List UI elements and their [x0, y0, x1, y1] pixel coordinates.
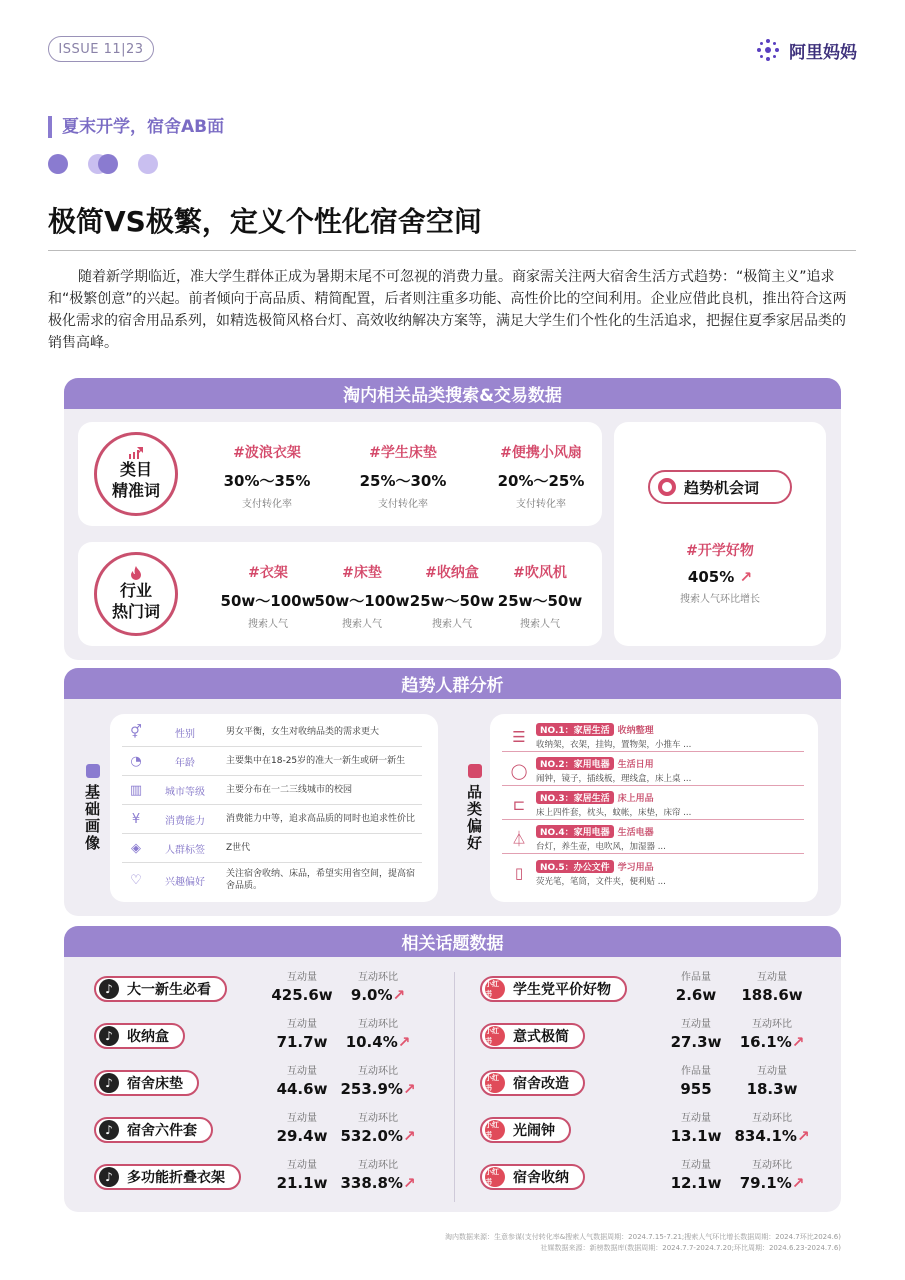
keyword-value: 20%～25%: [497, 472, 585, 490]
douyin-icon: ♪: [99, 1167, 119, 1187]
search-data-panel: [64, 378, 841, 660]
category-row: [502, 824, 804, 854]
keyword-tag: #吹风机: [513, 565, 567, 581]
search-panel-title: 淘内相关品类搜索&交易数据: [64, 378, 841, 409]
hot-keyword-1: [214, 562, 322, 630]
douyin-icon: ♪: [99, 979, 119, 999]
topic-stat: [264, 968, 340, 1004]
category-row: [502, 756, 804, 786]
arrow-up-icon: ↗: [796, 1127, 810, 1145]
topic-stat-number: 12.1w: [670, 1174, 722, 1192]
topic-stat-number: 71.7w: [276, 1033, 328, 1051]
douyin-icon: ♪: [99, 1120, 119, 1140]
brand-mark-icon: [755, 37, 781, 63]
topic-stat: [264, 1062, 340, 1098]
stationery-icon: ▯: [514, 864, 524, 882]
profile-row-text: Z世代: [226, 843, 251, 853]
precise-keyword-3: [476, 442, 606, 510]
opportunity-pill: [648, 470, 792, 504]
topic-stat-label: 作品量: [681, 1066, 711, 1077]
hot-keyword-card: [78, 542, 602, 646]
topic-stat-number: 9.0%: [350, 986, 393, 1004]
topic-pill: [480, 1070, 585, 1096]
category-chip: NO.3：家居生活: [536, 791, 614, 804]
category-sub: 收纳整理: [617, 726, 654, 736]
topic-name: 意式极简: [513, 1029, 569, 1045]
topic-stat-number: 27.3w: [670, 1033, 722, 1051]
topic-stat-value: [734, 1174, 810, 1192]
topic-stat-label: 互动量: [757, 1066, 787, 1077]
hot-badge-line2: 热门词: [111, 602, 160, 621]
xiaohongshu-icon: 小红书: [485, 1026, 505, 1046]
topic-stat: [658, 1015, 734, 1051]
topic-stat: [658, 1062, 734, 1098]
category-row: [502, 790, 804, 820]
topic-stat-number: 425.6w: [271, 986, 333, 1004]
topic-stat-label: 作品量: [681, 972, 711, 983]
target-icon: [658, 478, 676, 496]
profile-row-text: 主要集中在18-25岁的准大一新生或研一新生: [226, 756, 406, 766]
profile-row: [122, 834, 422, 863]
category-items: 台灯，养生壶，电吹风，加湿器 ...: [536, 842, 666, 852]
profile-row-label: 性别: [175, 728, 195, 740]
topic-stat-label: 互动量: [287, 1113, 317, 1124]
topic-stat: [340, 1062, 416, 1098]
category-items: 床上四件套，枕头，蚊帐，床垫，床帘 ...: [536, 808, 692, 818]
topic-name: 多功能折叠衣架: [127, 1170, 225, 1186]
decorative-dots: [48, 154, 158, 174]
precise-badge-line2: 精准词: [111, 481, 160, 500]
topic-stat-number: 79.1%: [739, 1174, 792, 1192]
profile-icon: [86, 764, 100, 778]
profile-row: [122, 776, 422, 805]
keyword-value: 50w～100w: [314, 592, 410, 610]
topic-stat: [340, 1109, 416, 1145]
arrow-up-icon: ↗: [739, 568, 753, 586]
xiaohongshu-icon: 小红书: [485, 979, 505, 999]
topic-stat: [734, 1062, 810, 1098]
shelf-icon: ☰: [512, 727, 526, 746]
opportunity-card: [614, 422, 826, 646]
category-card: [490, 714, 818, 902]
topic-stat: [734, 968, 810, 1004]
profile-label: 基础画像: [83, 784, 101, 852]
arrow-up-icon: ↗: [402, 1174, 416, 1192]
keyword-tag: #便携小风扇: [500, 445, 582, 461]
topic-stat-label: 互动环比: [358, 972, 398, 983]
category-items: 收纳架，衣架，挂钩，置物架，小推车 ...: [536, 740, 692, 750]
city-icon: ▥: [129, 782, 143, 798]
topic-stat-label: 互动环比: [358, 1113, 398, 1124]
opportunity-keyword: [614, 540, 826, 605]
precise-badge-line1: 类目: [119, 460, 152, 479]
topic-stat-label: 互动量: [287, 1160, 317, 1171]
topic-stat-value: [264, 1033, 340, 1051]
topic-stat-number: 532.0%: [340, 1127, 403, 1145]
category-chip: NO.4：家用电器: [536, 825, 614, 838]
topic-stat-number: 21.1w: [276, 1174, 328, 1192]
topic-stat-value: [658, 986, 734, 1004]
column-divider: [454, 972, 455, 1202]
profile-row-text: 主要分布在一二三线城市的校园: [226, 785, 353, 795]
topic-stat-number: 253.9%: [340, 1080, 403, 1098]
category-row: [502, 858, 804, 888]
keyword-label: 搜索人气: [248, 619, 288, 630]
hot-keyword-4: [486, 562, 594, 630]
topic-pill: [94, 1117, 213, 1143]
category-row: [502, 722, 804, 752]
topic-stat-label: 互动量: [287, 1066, 317, 1077]
topic-stat: [340, 1156, 416, 1192]
topic-stat-label: 互动量: [681, 1019, 711, 1030]
footer-source-2: 社媒数据来源：新榜数据库(数据周期：2024.7.7-2024.7.20;环比周期：2024.6.23-2024.7.6): [540, 1244, 841, 1252]
topic-stat-label: 互动量: [287, 972, 317, 983]
topic-pill: [94, 1023, 185, 1049]
topic-stat-number: 18.3w: [746, 1080, 798, 1098]
topic-stat-label: 互动量: [287, 1019, 317, 1030]
topic-stat-value: [340, 986, 416, 1004]
category-items: 闹钟，镜子，插线板，理线盒，床上桌 ...: [536, 774, 692, 784]
arrow-up-icon: ↗: [397, 1033, 411, 1051]
category-icon: [468, 764, 482, 778]
keyword-value: 30%～35%: [223, 472, 311, 490]
topic-stat-value: [734, 1033, 810, 1051]
divider: [48, 250, 856, 251]
topic-stat: [264, 1156, 340, 1192]
topic-stat: [340, 968, 416, 1004]
topic-stat-value: [734, 1127, 810, 1145]
topic-stat: [658, 1109, 734, 1145]
precise-keyword-card: [78, 422, 602, 526]
keyword-tag: #学生床垫: [369, 445, 437, 461]
topic-name: 大一新生必看: [127, 982, 211, 998]
crowd-panel-title: 趋势人群分析: [64, 668, 841, 699]
topic-stat-number: 10.4%: [345, 1033, 398, 1051]
keyword-label: 搜索人气: [432, 619, 472, 630]
topic-stat: [264, 1015, 340, 1051]
precise-badge: [94, 432, 178, 516]
topic-name: 收纳盒: [127, 1029, 169, 1045]
page-title: 极简VS极繁，定义个性化宿舍空间: [48, 205, 482, 238]
category-sub: 学习用品: [617, 862, 654, 873]
keyword-label: 搜索人气环比增长: [680, 594, 760, 605]
profile-row-label: 人群标签: [165, 844, 205, 856]
topic-name: 宿舍收纳: [513, 1170, 569, 1186]
gender-icon: ⚥: [130, 724, 142, 740]
keyword-label: 支付转化率: [378, 499, 428, 510]
arrow-up-icon: ↗: [392, 986, 406, 1004]
topic-stat-value: [264, 1080, 340, 1098]
keyword-label: 支付转化率: [516, 499, 566, 510]
topic-name: 学生党平价好物: [513, 982, 611, 998]
keyword-value: 25w～50w: [497, 592, 583, 610]
profile-row: [122, 863, 422, 897]
douyin-icon: ♪: [99, 1073, 119, 1093]
topic-stat-value: [340, 1033, 416, 1051]
topic-stat-value: [658, 1174, 734, 1192]
mirror-icon: ◯: [510, 761, 528, 780]
arrow-up-icon: ↗: [791, 1033, 805, 1051]
topic-stat-label: 互动环比: [358, 1019, 398, 1030]
topic-stat-label: 互动环比: [752, 1019, 792, 1030]
brand-name: 阿里妈妈: [789, 42, 857, 63]
topic-stat-value: [264, 1127, 340, 1145]
crowd-analysis-panel: [64, 668, 841, 916]
dot-3: [138, 154, 158, 174]
category-chip: NO.2：家用电器: [536, 757, 614, 770]
keyword-tag: #床垫: [342, 565, 382, 581]
topics-panel-title: 相关话题数据: [64, 926, 841, 957]
topic-stat: [734, 1109, 810, 1145]
hot-badge-line1: 行业: [119, 581, 152, 600]
category-sub: 生活电器: [617, 828, 654, 838]
keyword-value: [614, 568, 826, 586]
precise-keyword-2: [338, 442, 468, 510]
section-subhead: 夏末开学，宿舍AB面: [48, 116, 224, 138]
topic-stat-value: [340, 1174, 416, 1192]
topic-pill: [94, 1070, 199, 1096]
arrow-up-icon: ↗: [791, 1174, 805, 1192]
category-sub: 床上用品: [617, 794, 654, 804]
topic-stat-value: [264, 1174, 340, 1192]
category-chip: NO.5：办公文件: [536, 860, 614, 873]
keyword-value: 25w～50w: [409, 592, 495, 610]
category-side-label: [464, 764, 485, 852]
topic-stat: [340, 1015, 416, 1051]
profile-card: [110, 714, 438, 902]
topic-stat-number: 16.1%: [739, 1033, 792, 1051]
keyword-tag: #衣架: [248, 565, 288, 581]
topic-pill: [480, 1023, 585, 1049]
profile-row: [122, 718, 422, 747]
topic-pill: [480, 1117, 571, 1143]
profile-row-label: 年龄: [175, 757, 195, 769]
douyin-icon: ♪: [99, 1026, 119, 1046]
topic-stat: [734, 1015, 810, 1051]
topic-stat-label: 互动量: [757, 972, 787, 983]
keyword-tag: #波浪衣架: [233, 445, 301, 461]
topic-stat-label: 互动量: [681, 1113, 711, 1124]
xiaohongshu-icon: 小红书: [485, 1167, 505, 1187]
category-label: 品类偏好: [465, 784, 483, 852]
brand-logo: [755, 36, 857, 64]
topic-stat-value: [734, 1080, 810, 1098]
category-sub: 生活日用: [617, 760, 654, 770]
topic-stat-number: 834.1%: [734, 1127, 797, 1145]
precise-keyword-1: [202, 442, 332, 510]
topic-stat-label: 互动环比: [358, 1066, 398, 1077]
issue-badge: ISSUE 11|23: [48, 36, 154, 62]
keyword-tag: #收纳盒: [425, 565, 479, 581]
keyword-label: 支付转化率: [242, 499, 292, 510]
topic-stat: [264, 1109, 340, 1145]
profile-row-text: 关注宿舍收纳、床品，希望实用省空间，提高宿舍品质。: [226, 869, 416, 891]
heart-icon: ♡: [130, 872, 142, 888]
topic-stat-value: [264, 986, 340, 1004]
keyword-value: 50w～100w: [220, 592, 316, 610]
topic-stat-label: 互动量: [681, 1160, 711, 1171]
profile-row-text: 消费能力中等，追求高品质的同时也追求性价比: [226, 814, 416, 824]
topic-pill: [480, 976, 627, 1002]
bed-icon: ⊏: [512, 795, 526, 814]
keyword-label: 搜索人气: [520, 619, 560, 630]
profile-row-label: 消费能力: [165, 815, 205, 827]
xiaohongshu-icon: 小红书: [485, 1073, 505, 1093]
profile-row-text: 男女平衡，女生对收纳品类的需求更大: [226, 727, 380, 737]
topic-stat-number: 44.6w: [276, 1080, 328, 1098]
profile-row: [122, 805, 422, 834]
profile-side-label: [82, 764, 103, 852]
topic-pill: [480, 1164, 585, 1190]
flame-icon: [130, 566, 142, 580]
topic-stat: [658, 1156, 734, 1192]
profile-row: [122, 747, 422, 776]
keyword-tag: #开学好物: [686, 543, 754, 559]
category-chip: NO.1：家居生活: [536, 723, 614, 736]
topic-stat-number: 29.4w: [276, 1127, 328, 1145]
topic-stat-number: 13.1w: [670, 1127, 722, 1145]
topic-stat-number: 338.8%: [340, 1174, 403, 1192]
category-items: 荧光笔，笔筒，文件夹，便利贴 ...: [536, 876, 666, 887]
topic-name: 宿舍改造: [513, 1076, 569, 1092]
age-icon: ◔: [130, 753, 142, 769]
topic-pill: [94, 976, 227, 1002]
topic-stat-number: 955: [680, 1080, 712, 1098]
topic-stat-value: [340, 1127, 416, 1145]
arrow-up-icon: ↗: [402, 1080, 416, 1098]
topic-name: 宿舍六件套: [127, 1123, 197, 1139]
topic-stat-value: [658, 1033, 734, 1051]
dot-pair: [88, 154, 118, 174]
intro-paragraph: 随着新学期临近，准大学生群体正成为暑期末尾不可忽视的消费力量。商家需关注两大宿舍生活方式趋势：“极简主义”追求和“极繁创意”的兴起。前者倾向于高品质、精简配置，后者则注重多功能、高性价比的空间利用。企业应借此良机，推出符合这两极化需求的宿舍用品系列，如精选极简风格台灯、高效收纳解决方案等，满足大学生们个性化的生活追求，把握住夏季家居品类的销售高峰。: [48, 269, 847, 351]
keyword-value: 25%～30%: [359, 472, 447, 490]
xiaohongshu-icon: 小红书: [485, 1120, 505, 1140]
topic-stat: [734, 1156, 810, 1192]
arrow-up-icon: ↗: [402, 1127, 416, 1145]
topic-stat-label: 互动环比: [752, 1113, 792, 1124]
topic-stat-label: 互动环比: [752, 1160, 792, 1171]
footer-source-1: 淘内数据来源：生意参谋(支付转化率&搜索人气数据周期：2024.7.15-7.21;搜索人气环比增长数据周期：2024.7环比2024.6): [444, 1233, 841, 1241]
topic-stat-number: 188.6w: [741, 986, 803, 1004]
profile-row-label: 城市等级: [165, 786, 205, 798]
topic-name: 宿舍床垫: [127, 1076, 183, 1092]
topic-stat-value: [340, 1080, 416, 1098]
chart-up-icon: [128, 447, 144, 459]
topics-panel: [64, 926, 841, 1212]
topic-stat-value: [658, 1080, 734, 1098]
profile-row-label: 兴趣偏好: [165, 876, 205, 888]
tag-icon: ◈: [131, 840, 141, 856]
topic-stat-value: [658, 1127, 734, 1145]
topic-name: 光闹钟: [513, 1123, 555, 1139]
lamp-icon: ⏃: [511, 830, 527, 848]
keyword-label: 搜索人气: [342, 619, 382, 630]
topic-stat-value: [734, 986, 810, 1004]
topic-stat-label: 互动环比: [358, 1160, 398, 1171]
topic-pill: [94, 1164, 241, 1190]
topic-stat: [658, 968, 734, 1004]
opportunity-pill-label: 趋势机会词: [684, 478, 760, 497]
hot-badge: [94, 552, 178, 636]
yen-icon: ¥: [131, 811, 141, 827]
opportunity-value: 405%: [687, 568, 735, 586]
topic-stat-number: 2.6w: [675, 986, 717, 1004]
dot-1: [48, 154, 68, 174]
